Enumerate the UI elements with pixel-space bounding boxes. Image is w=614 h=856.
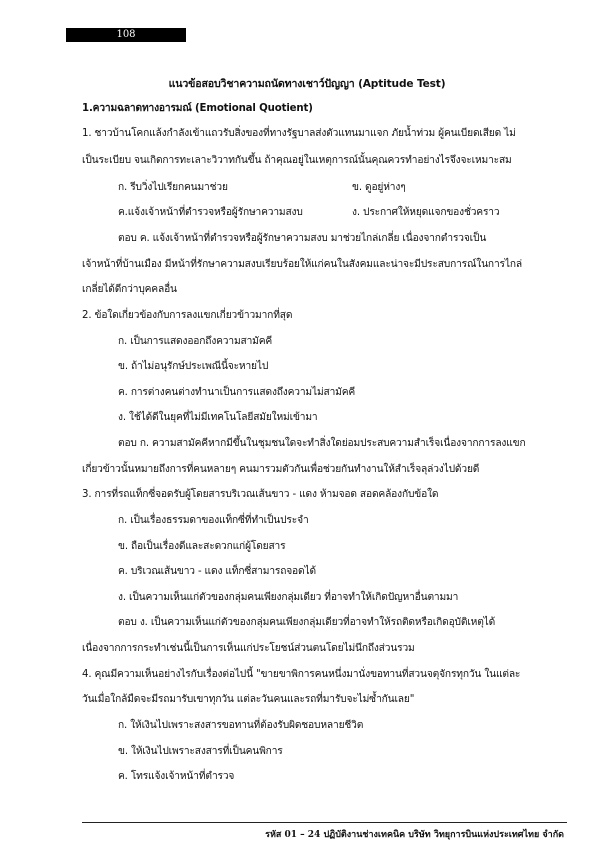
q3-option-b: ข. ถือเป็นเรื่องดีและสะดวกแก่ผู้โดยสาร (118, 541, 286, 552)
q2-text: 2. ข้อใดเกี่ยวข้องกับการลงแขกเกี่ยวข้าวมากที่สุด (82, 310, 293, 321)
q2-option-b: ข. ถ้าไม่อนุรักษ์ประเพณีนี้จะหายไป (118, 361, 269, 372)
page-number: 108 (66, 28, 186, 42)
q3-option-c: ค. บริเวณเส้นขาว - แดง แท็กซี่สามารถจอดได้ (118, 566, 316, 577)
q1-option-d: ง. ประกาศให้หยุดแจกของชั่วคราว (352, 207, 500, 218)
q4-text-line-2: วันเมื่อใกล้มืดจะมีรถมารับเขาทุกวัน แต่ละวันคนและรถที่มารับจะไม่ซ้ำกันเลย" (82, 694, 415, 705)
q1-answer-line-1: ตอบ ค. แจ้งเจ้าหน้าที่ตำรวจหรือผู้รักษาความสงบ มาช่วยไกล่เกลี่ย เนื่องจากตำรวจเป็น (118, 233, 487, 244)
q1-option-c: ค.แจ้งเจ้าหน้าที่ตำรวจหรือผู้รักษาความสงบ (118, 207, 303, 218)
q3-option-d: ง. เป็นความเห็นแก่ตัวของกลุ่มคนเพียงกลุ่มเดียว ที่อาจทำให้เกิดปัญหาอื่นตามมา (118, 592, 459, 603)
q4-text-line-1: 4. คุณมีความเห็นอย่างไรกับเรื่องต่อไปนี้ "ขายขาพิการคนหนึ่งมานั่งขอทานที่สวนจตุจักรทุกวัน ในแต่ละ (82, 669, 521, 680)
q2-option-c: ค. การต่างคนต่างทำนาเป็นการแสดงถึงความไม่สามัคคี (118, 387, 356, 398)
q1-answer-line-2: เจ้าหน้าที่บ้านเมือง มีหน้าที่รักษาความสงบเรียบร้อยให้แก่คนในสังคมและน่าจะมีประสบการณ์ในการไกล่ (82, 259, 522, 270)
q3-option-a: ก. เป็นเรื่องธรรมดาของแท็กซี่ที่ทำเป็นประจำ (118, 515, 309, 526)
q1-option-b: ข. ดูอยู่ห่างๆ (352, 182, 406, 193)
q2-option-a: ก. เป็นการแสดงออกถึงความสามัคคี (118, 336, 273, 347)
page-footer: รหัส 01 – 24 ปฏิบัติงานช่างเทคนิค บริษัท วิทยุการบินแห่งประเทศไทย จำกัด (265, 830, 564, 840)
q4-option-a: ก. ให้เงินไปเพราะสงสารขอทานที่ต้องรับผิดชอบหลายชีวิต (118, 720, 364, 731)
q2-answer-line-1: ตอบ ก. ความสามัคคีหากมีขึ้นในชุมชนใดจะทำสิ่งใดย่อมประสบความสำเร็จเนื่องจากการลงแขก (118, 438, 526, 449)
page-title: แนวข้อสอบวิชาความถนัดทางเชาว์ปัญญา (Aptitude Test) (168, 78, 446, 90)
q1-text-line-2: เป็นระเบียบ จนเกิดการทะเลาะวิวาทกันขึ้น ถ้าคุณอยู่ในเหตุการณ์นั้นคุณควรทำอย่างไรจึงจะเหมาะสม (82, 155, 512, 166)
q2-answer-line-2: เกี่ยวข้าวนั้นหมายถึงการที่คนหลายๆ คนมารวมตัวกันเพื่อช่วยกันทำงานให้สำเร็จลุล่วงไปด้วยดี (82, 464, 480, 475)
q4-option-c: ค. โทรแจ้งเจ้าหน้าที่ตำรวจ (118, 771, 235, 782)
q3-text: 3. การที่รถแท็กซี่จอดรับผู้โดยสารบริเวณเส้นขาว - แดง ห้ามจอด สอดคล้องกับข้อใด (82, 489, 439, 500)
q3-answer-line-2: เนื่องจากการกระทำเช่นนี้เป็นการเห็นแก่ประโยชน์ส่วนตนโดยไม่นึกถึงส่วนรวม (82, 643, 415, 654)
q1-text-line-1: 1. ชาวบ้านโคกแล้งกำลังเข้าแถวรับสิ่งของที่ทางรัฐบาลส่งตัวแทนมาแจก ภัยน้ำท่วม ผู้คนเบียดเสียด ไม่ (82, 128, 516, 139)
footer-divider (82, 822, 567, 823)
q1-option-a: ก. รีบวิ่งไปเรียกคนมาช่วย (118, 182, 228, 193)
q1-answer-line-3: เกลี่ยได้ดีกว่าบุคคลอื่น (82, 284, 177, 295)
q2-option-d: ง. ใช้ได้ดีในยุคที่ไม่มีเทคโนโลยีสมัยใหม่เข้ามา (118, 412, 318, 423)
section-heading: 1.ความฉลาดทางอารมณ์ (Emotional Quotient) (82, 103, 313, 114)
q4-option-b: ข. ให้เงินไปเพราะสงสารที่เป็นคนพิการ (118, 746, 283, 757)
q3-answer-line-1: ตอบ ง. เป็นความเห็นแก่ตัวของกลุ่มคนเพียงกลุ่มเดียวที่อาจทำให้รถติดหรือเกิดอุบัติเหตุได้ (118, 617, 496, 628)
